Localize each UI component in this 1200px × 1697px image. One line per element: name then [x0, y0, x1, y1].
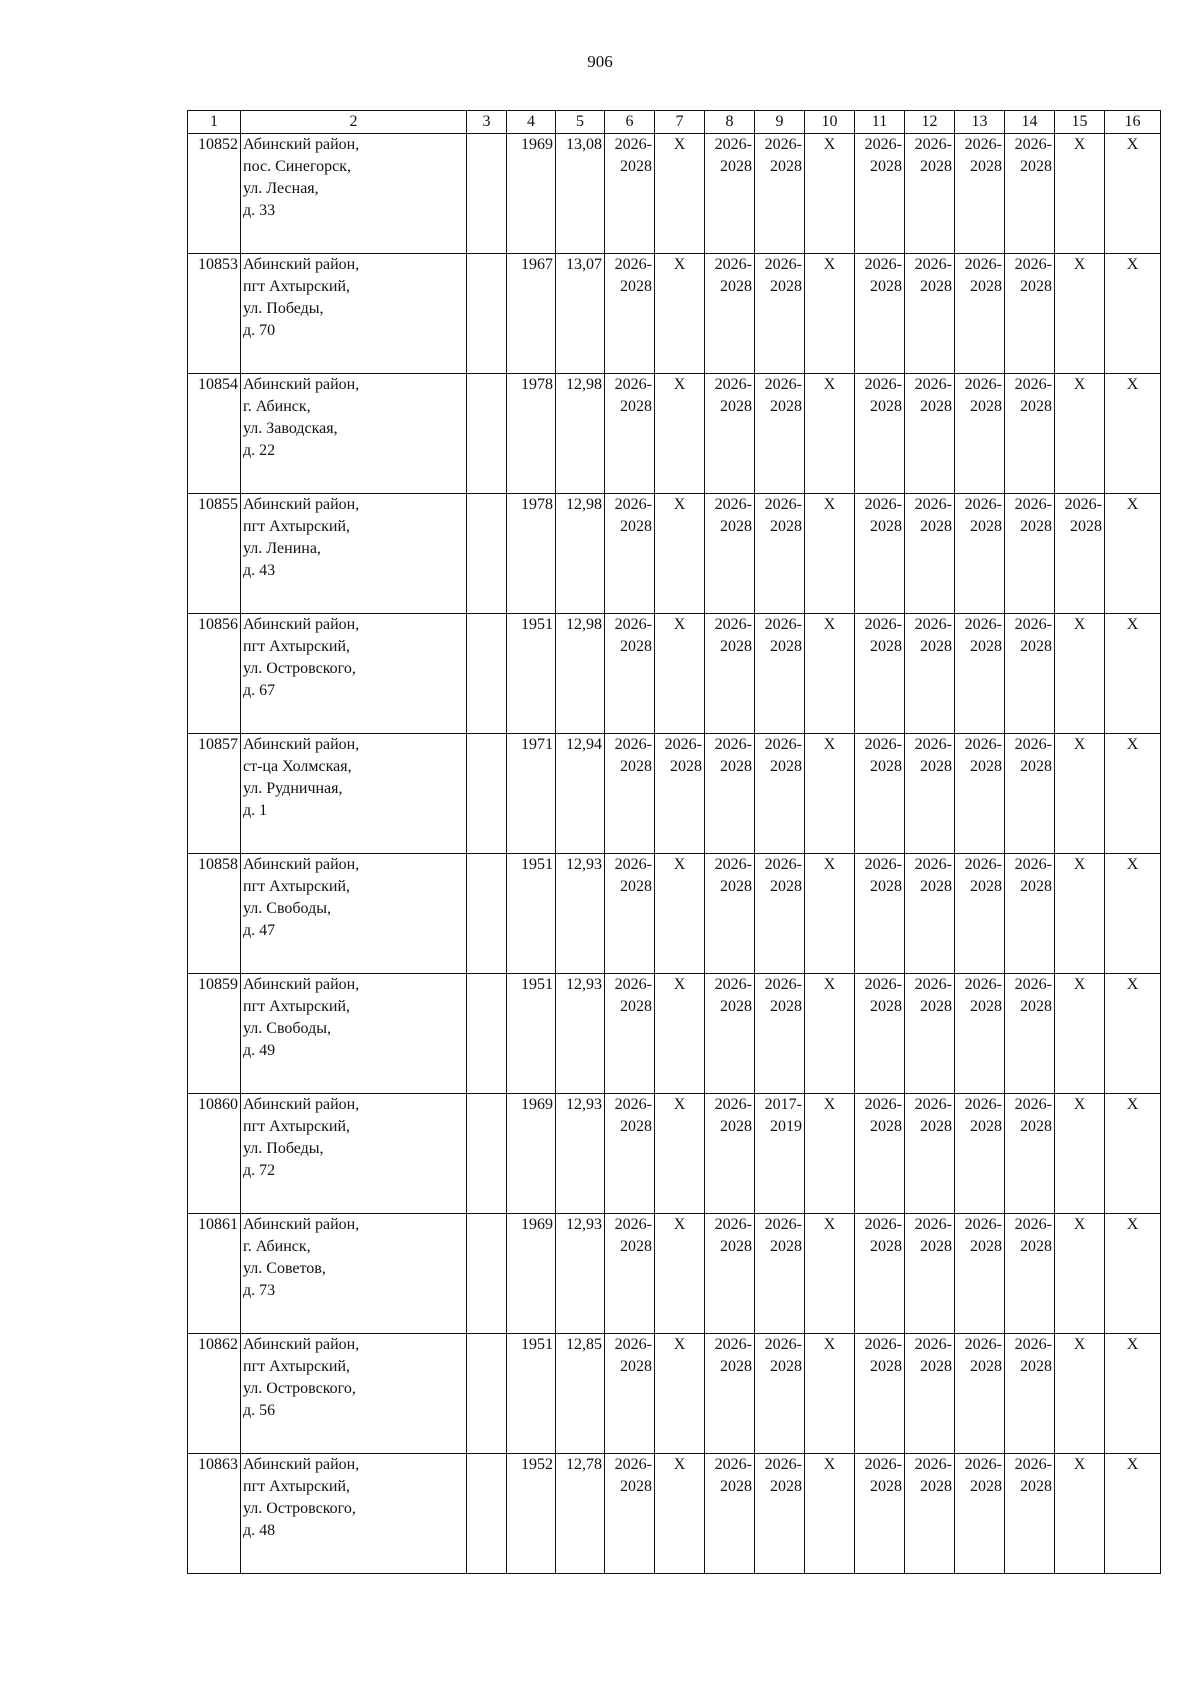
row-number-cell: 10858: [188, 854, 241, 974]
page-number: 906: [587, 52, 613, 71]
table-cell: 2026- 2028: [905, 134, 955, 254]
table-cell: 2026- 2028: [955, 1094, 1005, 1214]
table-cell: X: [805, 854, 855, 974]
table-cell: 2026- 2028: [955, 1454, 1005, 1574]
table-cell: X: [1105, 1094, 1161, 1214]
table-cell: 2026- 2028: [655, 734, 705, 854]
table-cell: 2026- 2028: [855, 1214, 905, 1334]
table-cell: 2026- 2028: [755, 734, 805, 854]
table-cell: 12,93: [556, 854, 605, 974]
column-header: 10: [805, 111, 855, 134]
table-cell: 2026- 2028: [855, 854, 905, 974]
table-cell: [467, 1334, 507, 1454]
table-cell: 12,93: [556, 974, 605, 1094]
table-cell: 2026- 2028: [905, 374, 955, 494]
table-cell: [467, 374, 507, 494]
column-header: 6: [605, 111, 655, 134]
table-cell: [467, 734, 507, 854]
table-cell: X: [805, 254, 855, 374]
table-cell: 2026- 2028: [705, 1214, 755, 1334]
table-cell: 2026- 2028: [605, 374, 655, 494]
table-cell: 2026- 2028: [905, 734, 955, 854]
table-cell: 1951: [507, 974, 556, 1094]
table-cell: 2026- 2028: [905, 1214, 955, 1334]
table-cell: 12,98: [556, 374, 605, 494]
table-cell: 12,98: [556, 494, 605, 614]
table-cell: X: [805, 734, 855, 854]
table-cell: 2026- 2028: [605, 734, 655, 854]
table-cell: 2026- 2028: [905, 1334, 955, 1454]
table-cell: 2026- 2028: [605, 494, 655, 614]
table-cell: 2026- 2028: [955, 734, 1005, 854]
table-cell: 2026- 2028: [605, 134, 655, 254]
table-cell: 2026- 2028: [705, 974, 755, 1094]
header-row: [188, 111, 1161, 134]
table-cell: [467, 1454, 507, 1574]
table-cell: 2026- 2028: [855, 614, 905, 734]
table-row: [188, 374, 1161, 494]
table-cell: 1967: [507, 254, 556, 374]
table-cell: 2026- 2028: [855, 134, 905, 254]
column-header: 9: [755, 111, 805, 134]
table-cell: 2026- 2028: [955, 974, 1005, 1094]
table-cell: X: [655, 854, 705, 974]
address-cell: Абинский район, пгт Ахтырский, ул. Свободы, д. 47: [241, 854, 467, 974]
table-cell: X: [655, 1454, 705, 1574]
table-cell: X: [1055, 614, 1105, 734]
address-cell: Абинский район, пгт Ахтырский, ул. Островского, д. 56: [241, 1334, 467, 1454]
column-header: 3: [467, 111, 507, 134]
table-cell: 2026- 2028: [905, 614, 955, 734]
table-cell: 13,08: [556, 134, 605, 254]
table-cell: 2026- 2028: [605, 974, 655, 1094]
address-cell: Абинский район, г. Абинск, ул. Заводская, д. 22: [241, 374, 467, 494]
table-cell: 12,93: [556, 1094, 605, 1214]
table-cell: 2026- 2028: [705, 1334, 755, 1454]
row-number-cell: 10859: [188, 974, 241, 1094]
address-cell: Абинский район, пос. Синегорск, ул. Лесная, д. 33: [241, 134, 467, 254]
table-cell: 2026- 2028: [1005, 614, 1055, 734]
table-cell: 2026- 2028: [605, 854, 655, 974]
table-cell: X: [805, 494, 855, 614]
address-cell: Абинский район, пгт Ахтырский, ул. Победы, д. 70: [241, 254, 467, 374]
table-cell: [467, 134, 507, 254]
table-cell: [467, 1214, 507, 1334]
table-cell: 2026- 2028: [1005, 974, 1055, 1094]
row-number-cell: 10855: [188, 494, 241, 614]
table-cell: 2026- 2028: [1005, 1334, 1055, 1454]
table-cell: 2026- 2028: [755, 254, 805, 374]
table-cell: 2026- 2028: [955, 494, 1005, 614]
table-cell: X: [805, 1454, 855, 1574]
table-cell: 2026- 2028: [905, 1454, 955, 1574]
table-cell: 2026- 2028: [955, 254, 1005, 374]
table-cell: 2026- 2028: [705, 374, 755, 494]
table-cell: X: [1105, 854, 1161, 974]
table-cell: 2026- 2028: [905, 254, 955, 374]
table-cell: 2026- 2028: [705, 614, 755, 734]
table-cell: 2026- 2028: [855, 734, 905, 854]
table-cell: X: [1055, 734, 1105, 854]
table-cell: 2026- 2028: [605, 1454, 655, 1574]
table-cell: 1969: [507, 134, 556, 254]
table-cell: 1969: [507, 1214, 556, 1334]
table-row: [188, 614, 1161, 734]
table-cell: 1952: [507, 1454, 556, 1574]
address-cell: Абинский район, пгт Ахтырский, ул. Ленина, д. 43: [241, 494, 467, 614]
table-cell: 2026- 2028: [905, 1094, 955, 1214]
table-cell: 13,07: [556, 254, 605, 374]
table-cell: 2026- 2028: [605, 254, 655, 374]
table-cell: X: [655, 254, 705, 374]
table-cell: X: [1105, 974, 1161, 1094]
row-number-cell: 10863: [188, 1454, 241, 1574]
row-number-cell: 10856: [188, 614, 241, 734]
table-cell: X: [1105, 254, 1161, 374]
table-cell: 1951: [507, 614, 556, 734]
table-cell: 2026- 2028: [855, 254, 905, 374]
table-cell: [467, 614, 507, 734]
table-cell: 2026- 2028: [955, 134, 1005, 254]
table-cell: X: [805, 1094, 855, 1214]
table-cell: X: [1105, 614, 1161, 734]
table-cell: X: [805, 1334, 855, 1454]
table-cell: X: [655, 374, 705, 494]
table-cell: 2017- 2019: [755, 1094, 805, 1214]
table-cell: 2026- 2028: [705, 494, 755, 614]
table-cell: 2026- 2028: [705, 854, 755, 974]
table-cell: X: [1105, 734, 1161, 854]
row-number-cell: 10862: [188, 1334, 241, 1454]
table-cell: 2026- 2028: [1005, 134, 1055, 254]
table-cell: 12,98: [556, 614, 605, 734]
table-cell: X: [1055, 134, 1105, 254]
table-row: [188, 134, 1161, 254]
table-cell: 2026- 2028: [755, 134, 805, 254]
table-cell: X: [1105, 374, 1161, 494]
table-cell: X: [1055, 254, 1105, 374]
table-row: [188, 854, 1161, 974]
table-cell: 2026- 2028: [755, 1334, 805, 1454]
table-cell: 12,94: [556, 734, 605, 854]
table-cell: 2026- 2028: [955, 374, 1005, 494]
table-cell: [467, 1094, 507, 1214]
address-cell: Абинский район, пгт Ахтырский, ул. Островского, д. 67: [241, 614, 467, 734]
table-cell: 2026- 2028: [755, 374, 805, 494]
table-cell: 2026- 2028: [955, 614, 1005, 734]
table-cell: 12,78: [556, 1454, 605, 1574]
table-cell: 2026- 2028: [1005, 854, 1055, 974]
table-cell: X: [655, 614, 705, 734]
table-cell: [467, 854, 507, 974]
table-row: [188, 1214, 1161, 1334]
table-cell: X: [1055, 374, 1105, 494]
table-cell: 1969: [507, 1094, 556, 1214]
column-header: 2: [241, 111, 467, 134]
table-cell: X: [805, 134, 855, 254]
table-row: [188, 1094, 1161, 1214]
row-number-cell: 10861: [188, 1214, 241, 1334]
table-cell: X: [805, 1214, 855, 1334]
table-cell: 2026- 2028: [605, 1094, 655, 1214]
table-cell: 2026- 2028: [1005, 1094, 1055, 1214]
row-number-cell: 10853: [188, 254, 241, 374]
table-cell: X: [1055, 974, 1105, 1094]
table-cell: X: [655, 974, 705, 1094]
table-cell: X: [805, 974, 855, 1094]
table-body: [188, 134, 1161, 1574]
table-cell: X: [1105, 1334, 1161, 1454]
table-cell: 2026- 2028: [1005, 374, 1055, 494]
table-cell: 2026- 2028: [755, 1454, 805, 1574]
table-cell: 2026- 2028: [855, 374, 905, 494]
column-header: 15: [1055, 111, 1105, 134]
table-cell: 2026- 2028: [605, 614, 655, 734]
table-cell: X: [1105, 134, 1161, 254]
table-row: [188, 1334, 1161, 1454]
table-cell: X: [655, 1334, 705, 1454]
table-cell: 12,85: [556, 1334, 605, 1454]
column-header: 11: [855, 111, 905, 134]
table-cell: [467, 494, 507, 614]
table-cell: 2026- 2028: [855, 1334, 905, 1454]
address-cell: Абинский район, пгт Ахтырский, ул. Свободы, д. 49: [241, 974, 467, 1094]
table-cell: X: [1055, 1214, 1105, 1334]
table-cell: 2026- 2028: [1005, 254, 1055, 374]
table-cell: 2026- 2028: [905, 854, 955, 974]
column-header: 7: [655, 111, 705, 134]
table-cell: 1951: [507, 854, 556, 974]
table-cell: 1951: [507, 1334, 556, 1454]
column-header: 16: [1105, 111, 1161, 134]
table-cell: 2026- 2028: [705, 734, 755, 854]
table-cell: 2026- 2028: [955, 854, 1005, 974]
table-cell: 2026- 2028: [605, 1334, 655, 1454]
table-cell: 2026- 2028: [705, 1094, 755, 1214]
table-cell: X: [1055, 1334, 1105, 1454]
column-header: 4: [507, 111, 556, 134]
column-header: 8: [705, 111, 755, 134]
row-number-cell: 10854: [188, 374, 241, 494]
table-cell: 2026- 2028: [705, 1454, 755, 1574]
table-cell: 2026- 2028: [905, 494, 955, 614]
table-cell: 1978: [507, 494, 556, 614]
table-cell: 2026- 2028: [605, 1214, 655, 1334]
table-cell: 2026- 2028: [855, 1094, 905, 1214]
table-cell: X: [805, 614, 855, 734]
table-cell: 12,93: [556, 1214, 605, 1334]
register-table: [187, 110, 1161, 1574]
table-cell: [467, 254, 507, 374]
table-cell: 1978: [507, 374, 556, 494]
table-cell: 2026- 2028: [905, 974, 955, 1094]
row-number-cell: 10860: [188, 1094, 241, 1214]
table-row: [188, 254, 1161, 374]
table-row: [188, 974, 1161, 1094]
table-cell: 2026- 2028: [755, 614, 805, 734]
table-cell: 2026- 2028: [1005, 494, 1055, 614]
table-cell: X: [1105, 494, 1161, 614]
address-cell: Абинский район, пгт Ахтырский, ул. Победы, д. 72: [241, 1094, 467, 1214]
table-cell: 2026- 2028: [1005, 1214, 1055, 1334]
table-cell: 2026- 2028: [705, 254, 755, 374]
table-cell: X: [655, 494, 705, 614]
column-header: 12: [905, 111, 955, 134]
table-row: [188, 1454, 1161, 1574]
table-cell: 2026- 2028: [755, 854, 805, 974]
table-cell: 2026- 2028: [705, 134, 755, 254]
table-cell: X: [1055, 854, 1105, 974]
table-cell: 2026- 2028: [855, 494, 905, 614]
table-cell: X: [655, 1214, 705, 1334]
table-cell: 2026- 2028: [1005, 1454, 1055, 1574]
table-row: [188, 494, 1161, 614]
row-number-cell: 10857: [188, 734, 241, 854]
table-cell: X: [1105, 1214, 1161, 1334]
table-cell: 2026- 2028: [955, 1214, 1005, 1334]
column-header: 5: [556, 111, 605, 134]
table-cell: 2026- 2028: [955, 1334, 1005, 1454]
column-header: 14: [1005, 111, 1055, 134]
table-cell: 2026- 2028: [1005, 734, 1055, 854]
table-cell: 2026- 2028: [755, 974, 805, 1094]
table-cell: X: [655, 134, 705, 254]
address-cell: Абинский район, ст-ца Холмская, ул. Рудничная, д. 1: [241, 734, 467, 854]
table-cell: X: [1055, 1454, 1105, 1574]
table-row: [188, 734, 1161, 854]
address-cell: Абинский район, пгт Ахтырский, ул. Островского, д. 48: [241, 1454, 467, 1574]
address-cell: Абинский район, г. Абинск, ул. Советов, д. 73: [241, 1214, 467, 1334]
table-cell: 2026- 2028: [755, 494, 805, 614]
table-cell: 1971: [507, 734, 556, 854]
table-cell: 2026- 2028: [755, 1214, 805, 1334]
table-cell: X: [655, 1094, 705, 1214]
table-cell: [467, 974, 507, 1094]
table-cell: 2026- 2028: [855, 974, 905, 1094]
table-cell: 2026- 2028: [1055, 494, 1105, 614]
table-cell: 2026- 2028: [855, 1454, 905, 1574]
row-number-cell: 10852: [188, 134, 241, 254]
column-header: 1: [188, 111, 241, 134]
column-header: 13: [955, 111, 1005, 134]
table-cell: X: [1055, 1094, 1105, 1214]
table-cell: X: [1105, 1454, 1161, 1574]
table-cell: X: [805, 374, 855, 494]
